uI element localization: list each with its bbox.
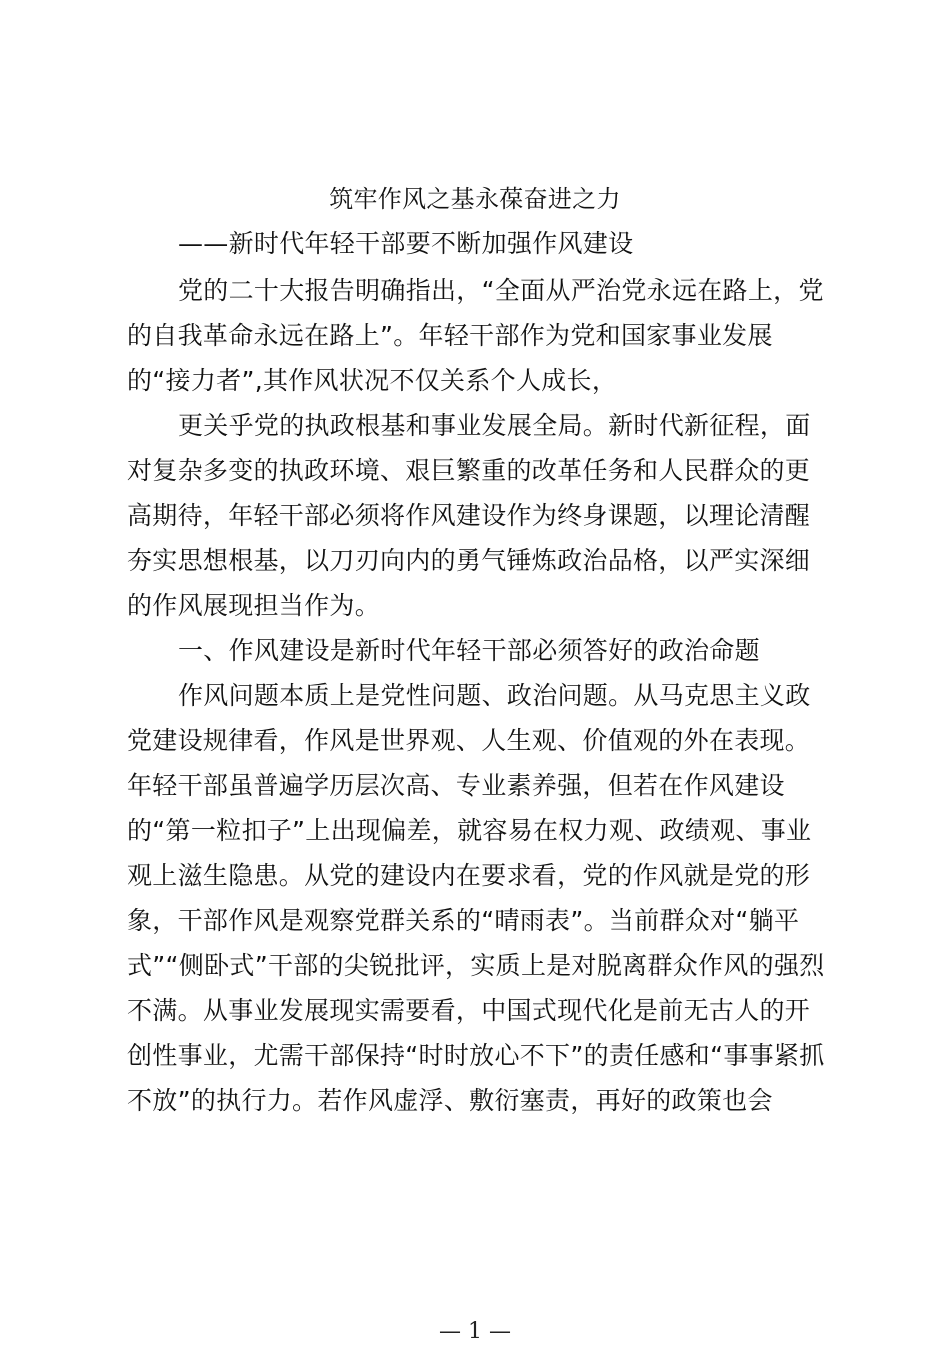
section-heading: 一、作风建设是新时代年轻干部必须答好的政治命题 [178, 636, 760, 665]
paragraph-line: 不满。从事业发展现实需要看，中国式现代化是前无古人的开 [127, 996, 811, 1025]
paragraph-line: 观上滋生隐患。从党的建设内在要求看，党的作风就是党的形 [127, 861, 811, 890]
paragraph-line: 年轻干部虽普遍学历层次高、专业素养强，但若在作风建设 [127, 771, 785, 800]
page-number: — 1 — [439, 1319, 511, 1344]
document-subtitle: ——新时代年轻干部要不断加强作风建设 [178, 229, 634, 258]
paragraph-line: 党的二十大报告明确指出，“全面从严治党永远在路上，党 [178, 276, 824, 305]
paragraph-line: 的作风展现担当作为。 [127, 591, 381, 620]
paragraph-line: 不放”的执行力。若作风虚浮、敷衍塞责，再好的政策也会 [127, 1086, 773, 1115]
paragraph-line: 的“接力者”,其作风状况不仅关系个人成长， [127, 366, 618, 395]
paragraph-line: 象，干部作风是观察党群关系的“晴雨表”。当前群众对“躺平 [127, 906, 800, 935]
paragraph-line: 更关乎党的执政根基和事业发展全局。新时代新征程，面 [178, 411, 811, 440]
paragraph-line: 高期待，年轻干部必须将作风建设作为终身课题，以理论清醒 [127, 501, 811, 530]
document-title: 筑牢作风之基永葆奋进之力 [329, 185, 621, 213]
paragraph-line: 夯实思想根基，以刀刃向内的勇气锤炼政治品格，以严实深细 [127, 546, 811, 575]
paragraph-line: 的“第一粒扣子”上出现偏差，就容易在权力观、政绩观、事业 [127, 816, 812, 845]
paragraph-line: 创性事业，尤需干部保持“时时放心不下”的责任感和“事事紧抓 [127, 1041, 825, 1070]
paragraph-line: 式”“侧卧式”干部的尖锐批评，实质上是对脱离群众作风的强烈 [127, 951, 825, 980]
paragraph-line: 对复杂多变的执政环境、艰巨繁重的改革任务和人民群众的更 [127, 456, 811, 485]
paragraph-line: 党建设规律看，作风是世界观、人生观、价值观的外在表现。 [127, 726, 811, 755]
paragraph-line: 作风问题本质上是党性问题、政治问题。从马克思主义政 [178, 681, 811, 710]
paragraph-line: 的自我革命永远在路上”。年轻干部作为党和国家事业发展 [127, 321, 773, 350]
